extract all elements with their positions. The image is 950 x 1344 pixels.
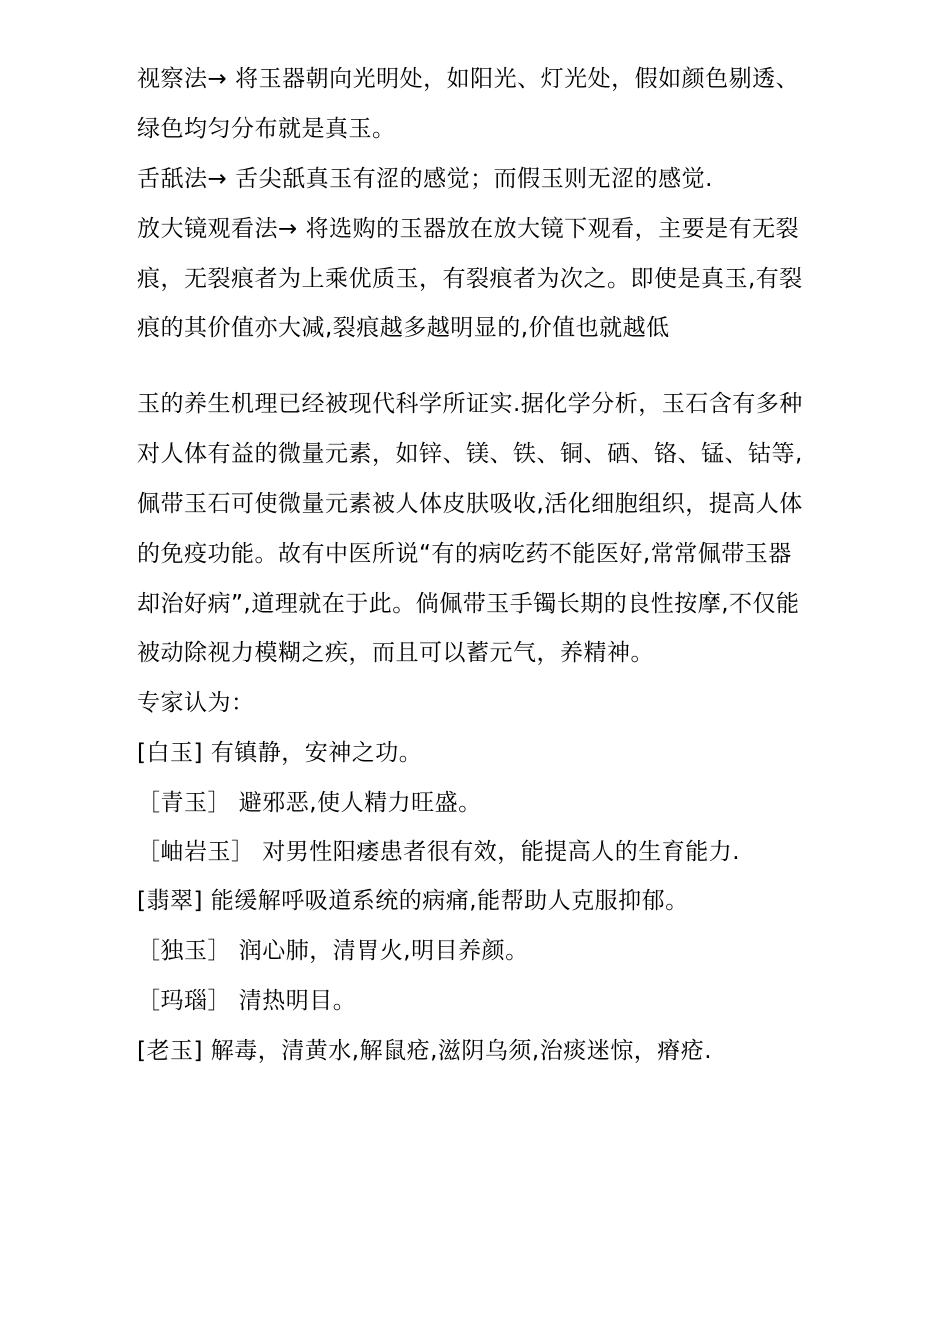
text-line: [老玉] 解毒，清黄水,解鼠疮,滋阴乌须,治痰迷惊，瘠疮. [137, 1038, 713, 1064]
text-line: ［青玉］ 避邪恶,使人精力旺盛。 [137, 790, 482, 816]
text-line: 的免疫功能。故有中医所说“有的病吃药不能医好,常常佩带玉器 [137, 541, 792, 567]
text-line: 痕，无裂痕者为上乘优质玉，有裂痕者为次之。即使是真玉,有裂 [137, 266, 803, 292]
text-line: 玉的养生机理已经被现代科学所证实.据化学分析，玉石含有多种 [137, 391, 803, 417]
text-line: 舌舐法→ 舌尖舐真玉有涩的感觉；而假玉则无涩的感觉. [137, 166, 713, 192]
text-line: 专家认为： [137, 690, 255, 716]
text-line: 却治好病”,道理就在于此。倘佩带玉手镯长期的良性按摩,不仅能 [137, 591, 800, 617]
text-line: ［岫岩玉］ 对男性阳痿患者很有效，能提高人的生育能力. [137, 839, 741, 865]
text-line: ［独玉］ 润心肺，清胃火,明目养颜。 [137, 938, 529, 964]
text-line: 视察法→ 将玉器朝向光明处，如阳光、灯光处，假如颜色剔透、 [137, 66, 800, 92]
text-line: 绿色均匀分布就是真玉。 [137, 116, 396, 142]
text-line: 佩带玉石可使微量元素被人体皮肤吸收,活化细胞组织，提高人体 [137, 491, 803, 517]
text-line: [翡翠] 能缓解呼吸道系统的病痛,能帮助人克服抑郁。 [137, 888, 689, 914]
text-line: ［玛瑙］ 清热明目。 [137, 988, 357, 1014]
text-line: 对人体有益的微量元素，如锌、镁、铁、铜、硒、铬、锰、钴等, [137, 441, 803, 467]
text-line: 放大镜观看法→ 将选购的玉器放在放大镜下观看，主要是有无裂 [137, 216, 800, 242]
text-line: 痕的其价值亦大减,裂痕越多越明显的,价值也就越低 [137, 315, 670, 341]
text-line: 被动除视力模糊之疾，而且可以蓄元气，养精神。 [137, 640, 654, 666]
text-line: [白玉] 有镇静，安神之功。 [137, 740, 423, 766]
